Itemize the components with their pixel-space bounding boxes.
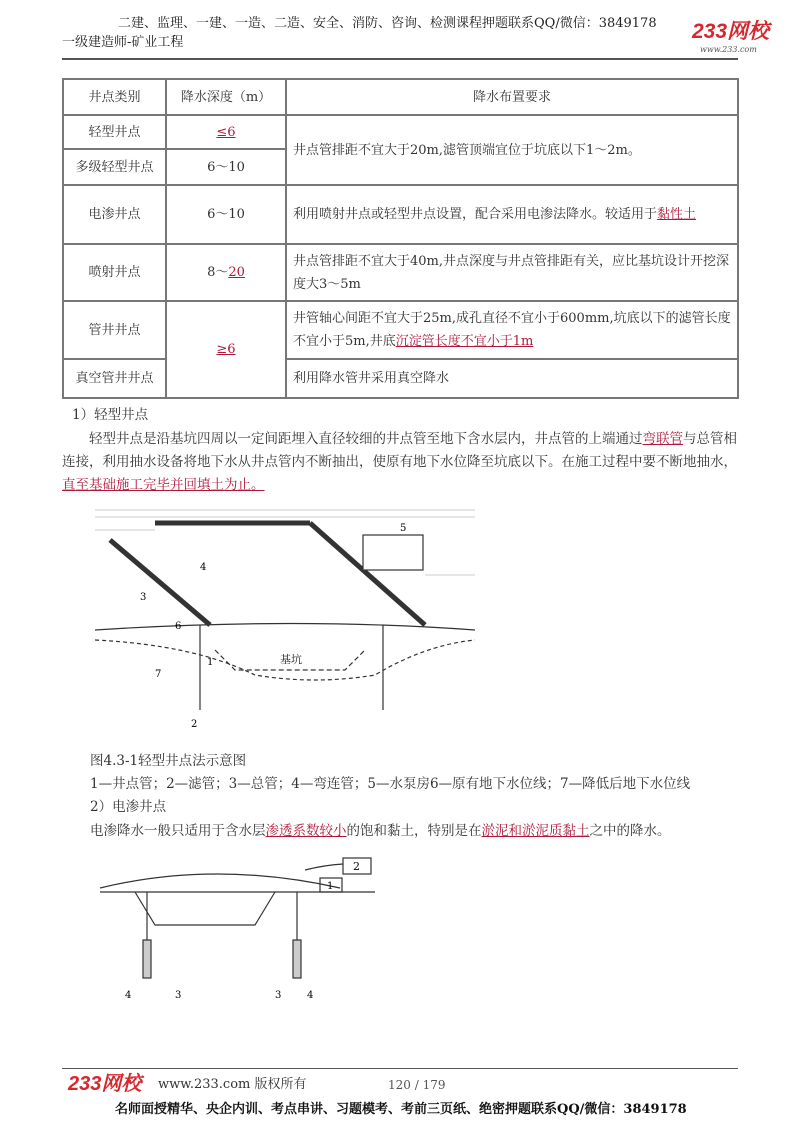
footer-divider [62, 1068, 738, 1069]
paragraph [62, 428, 742, 497]
section-title: 1）轻型井点 [72, 407, 149, 423]
figure-number: 3 [140, 592, 147, 603]
cell-text: 利用喷射井点或轻型井点设置，配合采用电渗法降水。较适用于 [293, 207, 658, 222]
cell: 轻型井点 [63, 115, 166, 149]
cell: 6～10 [166, 149, 286, 185]
text: 轻型井点是沿基坑四周以一定间距埋入直径较细的井点管至地下含水层内，井点管的上端通过 [89, 431, 643, 447]
cell [286, 301, 738, 359]
cell: 喷射井点 [63, 244, 166, 301]
figure-number: 2 [353, 860, 360, 873]
figure-number: 7 [155, 669, 162, 680]
wellpoint-diagram [95, 505, 475, 745]
page-number: 120 / 179 [388, 1078, 446, 1092]
cell: 利用降水管井采用真空降水 [286, 359, 738, 398]
electroosmosis-diagram [95, 850, 385, 1000]
figure-number: 3 [275, 990, 282, 1000]
cell: 井点管排距不宜大于20m,滤管顶端宜位于坑底以下1～2m。 [286, 115, 738, 185]
figure-number: 4 [125, 990, 132, 1000]
text: 电渗降水一般只适用于含水层 [90, 823, 266, 839]
pit-label: 基坑 [280, 653, 302, 666]
text: 与总管相连接，利用抽水设备将地下水从井点管内不断抽出，使原有地下水位降至坑底以下。在施工过程中要不断地抽水， [62, 431, 737, 470]
section-title: 2）电渗井点 [90, 799, 167, 815]
col-header: 井点类别 [63, 79, 166, 115]
cell: 多级轻型井点 [63, 149, 166, 185]
text: 之中的降水。 [589, 823, 671, 839]
cell-text: 8～ [207, 265, 229, 280]
cell: 真空管井井点 [63, 359, 166, 398]
text: 的饱和黏土，特别是在 [346, 823, 482, 839]
figure-legend: 1—井点管；2—滤管；3—总管；4—弯连管；5—水泵房6—原有地下水位线；7—降低后地下水位线 [90, 776, 691, 792]
cell-highlight: 20 [228, 265, 245, 280]
col-header: 降水深度（m） [166, 79, 286, 115]
cell-highlight: 沉淀管长度不宜小于1m [395, 334, 534, 349]
figure-caption: 图4.3-1轻型井点法示意图 [90, 753, 247, 769]
header-subject: 一级建造师-矿业工程 [62, 35, 184, 50]
figure-number: 6 [175, 621, 182, 632]
cell-highlight: 黏性土 [657, 207, 697, 222]
figure-number: 1 [327, 881, 334, 892]
dewatering-table [62, 78, 739, 399]
col-header: 降水布置要求 [286, 79, 738, 115]
cell: ≥6 [216, 342, 236, 357]
figure-number: 1 [207, 657, 214, 668]
cell: 6～10 [166, 185, 286, 244]
cell: 电渗井点 [63, 185, 166, 244]
cell: ≤6 [216, 124, 236, 140]
cell-text: 井管轴心间距不宜大于25m,成孔直径不宜小于600mm,坑底以下的滤管长度不宜小于5m,井底 [293, 311, 731, 349]
footer-contact: 名师面授精华、央企内训、考点串讲、习题模考、考前三页纸、绝密押题联系QQ/微信：3849178 [115, 1102, 687, 1117]
highlight: 直至基础施工完毕并回填土为止。 [62, 477, 265, 493]
cell [166, 244, 286, 301]
cell [286, 185, 738, 244]
brand-logo: 233网校 [692, 20, 770, 43]
figure-number: 5 [400, 523, 407, 534]
figure-number: 3 [175, 990, 182, 1000]
figure-number: 2 [191, 719, 198, 730]
footer-copyright: www.233.com 版权所有 [158, 1077, 307, 1092]
header-contact: 二建、监理、一建、一造、二造、安全、消防、咨询、检测课程押题联系QQ/微信：3849178 [118, 16, 657, 31]
figure-number: 4 [200, 562, 207, 573]
brand-url: www.233.com [700, 45, 757, 54]
header-divider [62, 58, 738, 60]
footer-logo: 233网校 [68, 1073, 142, 1095]
paragraph [90, 820, 671, 843]
highlight: 弯联管 [642, 431, 683, 447]
cell: 井点管排距不宜大于40m,井点深度与井点管排距有关，应比基坑设计开挖深度大3～5m [286, 244, 738, 301]
highlight: 渗透系数较小 [265, 823, 347, 839]
highlight: 淤泥和淤泥质黏土 [481, 823, 590, 839]
figure-number: 4 [307, 990, 314, 1000]
cell: 管井井点 [63, 301, 166, 359]
